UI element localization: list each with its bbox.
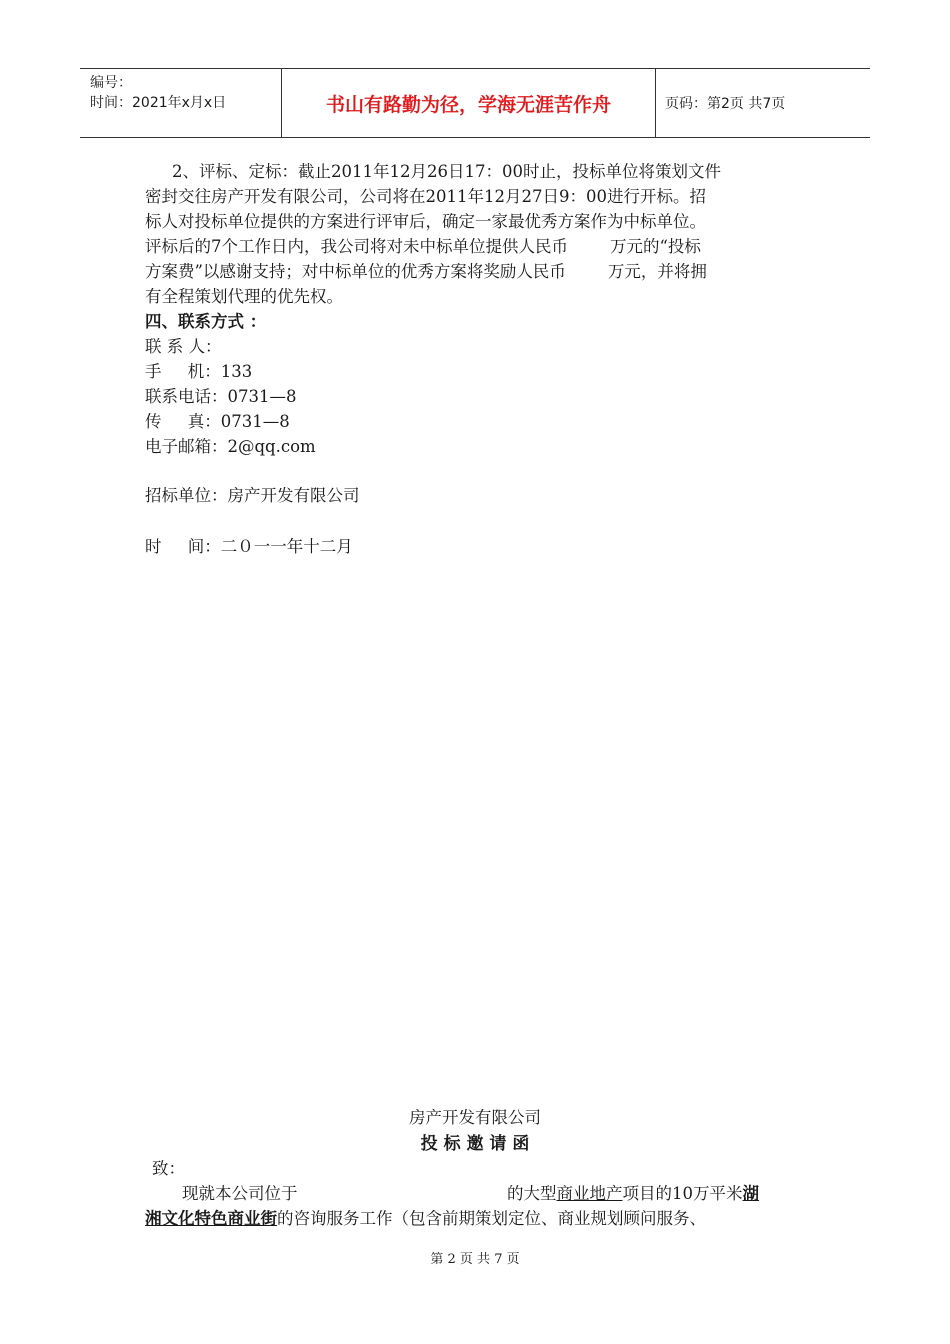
contact-person: 联 系 人： [145, 337, 222, 356]
document-date-label: 时间：2021年x月x日 [90, 95, 227, 111]
header-page-info: 页码：第2页 共7页 [665, 96, 786, 112]
contact-fax: 传 真：0731—8 [145, 412, 290, 431]
para-line: 密封交往房产开发有限公司，公司将在2011年12月27日9：00进行开标。招 [145, 187, 706, 206]
letter-title: 投 标 邀 请 函 [420, 1134, 530, 1154]
letter-text: 的大型 [507, 1184, 557, 1203]
page-footer: 第 2 页 共 7 页 [430, 1252, 520, 1267]
letter-line1-middle [507, 1182, 759, 1206]
para-line: 评标后的7个工作日内，我公司将对未中标单位提供人民币 万元的“投标 [145, 237, 701, 256]
letter-salutation: 致： [152, 1159, 185, 1178]
para-line: 方案费”以感谢支持；对中标单位的优秀方案将奖励人民币 万元，并将拥 [145, 262, 707, 281]
letter-text: 的咨询服务工作（包含前期策划定位、商业规划顾问服务、 [277, 1209, 706, 1228]
contact-phone: 联系电话：0731—8 [145, 387, 297, 406]
page-header [80, 68, 870, 138]
contact-email: 电子邮箱：2@qq.com [145, 437, 316, 456]
commercial-realestate-link[interactable]: 商业地产 [556, 1184, 623, 1203]
para-line: 2、评标、定标：截止2011年12月26日17：00时止，投标单位将策划文件 [172, 162, 721, 181]
project-name-part: 湖 [742, 1184, 759, 1203]
para-line: 有全程策划代理的优先权。 [145, 287, 343, 306]
header-meta-cell [80, 69, 282, 137]
project-name: 湘文化特色商业街 [145, 1209, 277, 1228]
letter-line2 [145, 1207, 706, 1231]
letter-text: 项目的10万平米 [622, 1184, 743, 1203]
contact-mobile: 手 机：133 [145, 362, 253, 381]
para-line: 标人对投标单位提供的方案进行评审后，确定一家最优秀方案作为中标单位。 [145, 212, 706, 231]
letter-company: 房产开发有限公司 [409, 1108, 541, 1127]
document-number-label: 编号： [90, 75, 132, 91]
header-motto: 书山有路勤为径，学海无涯苦作舟 [282, 69, 656, 137]
tender-unit: 招标单位：房产开发有限公司 [145, 486, 360, 505]
date-line: 时 间：二０一一年十二月 [145, 537, 353, 556]
letter-line1-start: 现就本公司位于 [182, 1184, 298, 1203]
section-heading: 四、联系方式 ： [145, 312, 267, 331]
